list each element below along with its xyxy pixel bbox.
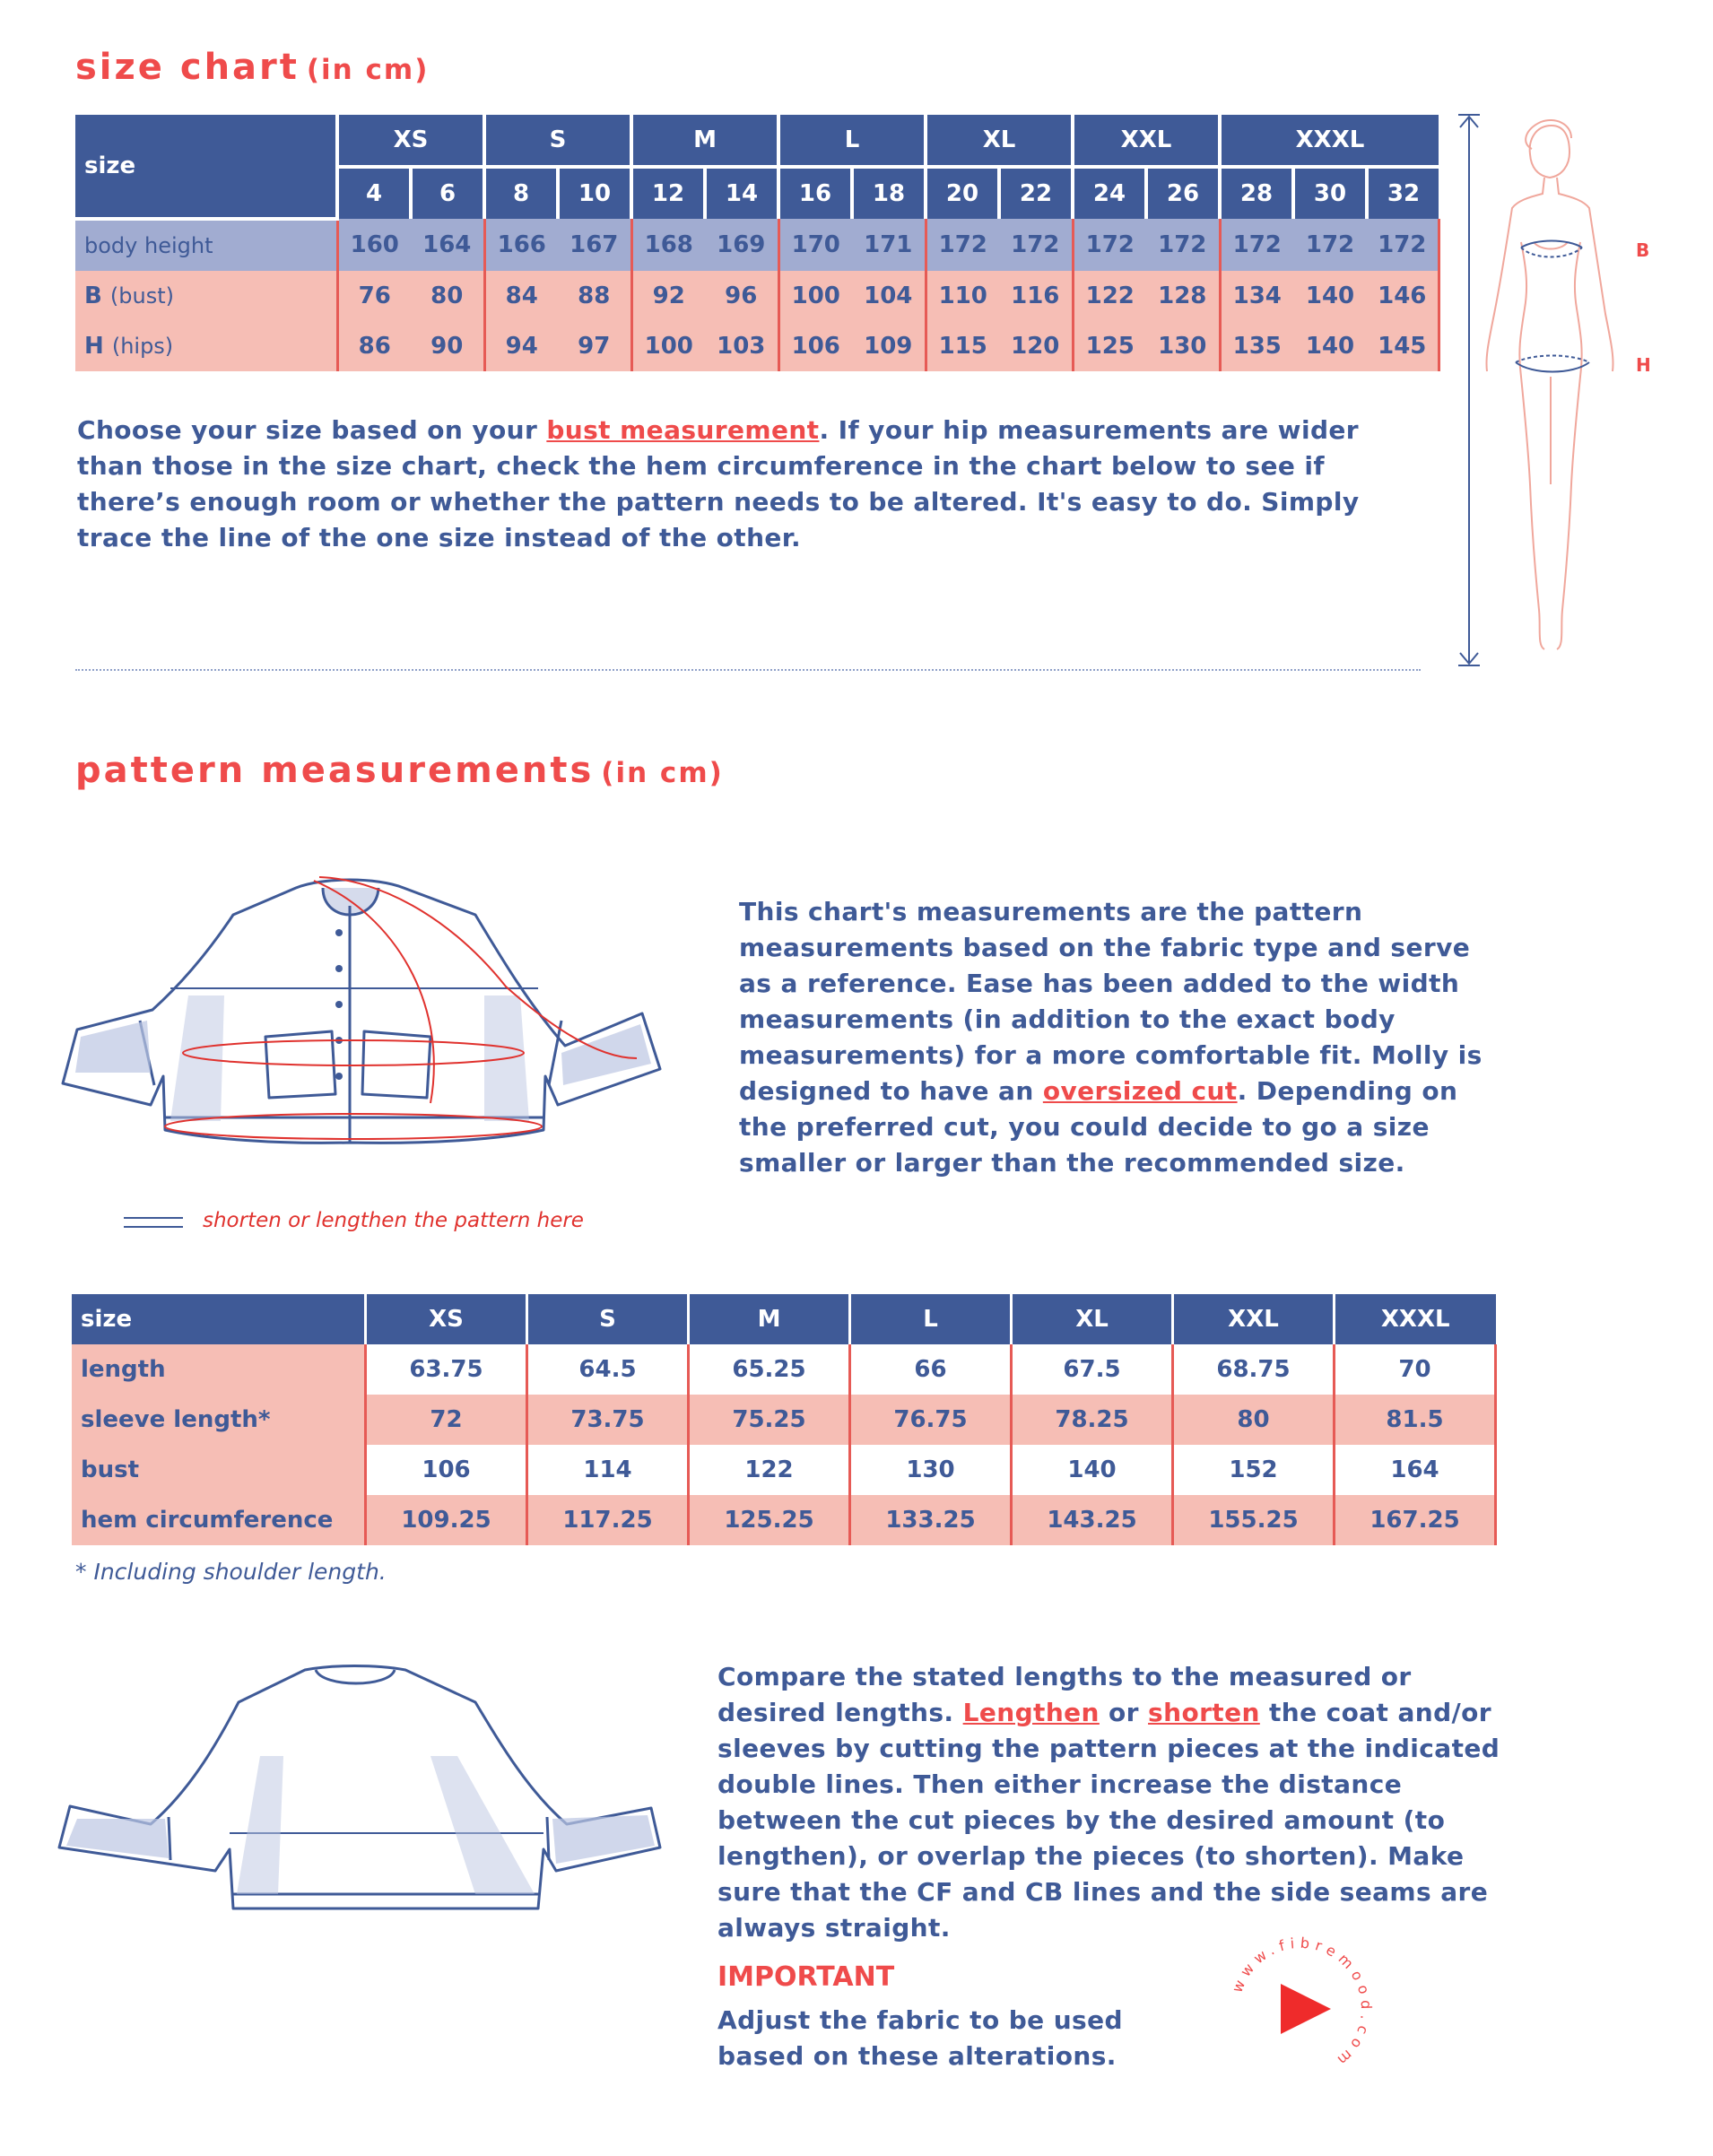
table-cell: 94 [484,321,558,371]
row-label: bust [72,1445,366,1495]
size-number: 24 [1073,167,1146,219]
table-cell: 65.25 [689,1344,850,1395]
group-header: M [631,115,778,167]
table-cell: 117.25 [527,1495,689,1545]
table-cell: 88 [558,271,631,321]
group-header: XL [926,115,1073,167]
lengthen-link[interactable]: Lengthen [962,1698,1100,1727]
table-cell: 172 [1073,219,1146,271]
table-cell: 64.5 [527,1344,689,1395]
size-chart-group-row [75,115,1439,167]
table-cell: 171 [852,219,926,271]
table-cell: 125 [1073,321,1146,371]
table-cell: 67.5 [1012,1344,1173,1395]
size-chart-table [75,115,1440,371]
size-number: 30 [1293,167,1367,219]
table-row-hips [75,321,1439,371]
important-text: Adjust the fabric to be used based on these alterations. [717,2005,1123,2071]
table-cell: 92 [631,271,705,321]
size-header: S [527,1294,689,1344]
table-cell: 172 [1220,219,1293,271]
table-cell: 160 [337,219,411,271]
hips-marker: H [1636,354,1651,376]
table-cell: 116 [999,271,1073,321]
table-cell: 172 [926,219,999,271]
table-cell: 130 [850,1445,1012,1495]
size-header: XS [366,1294,527,1344]
woman-outline [1486,120,1613,649]
table-cell: 140 [1293,271,1367,321]
table-cell: 168 [631,219,705,271]
table-cell: 122 [1073,271,1146,321]
important-title: IMPORTANT [717,1961,895,1993]
table-row-length [72,1344,1496,1395]
table-cell: 167.25 [1335,1495,1496,1545]
size-number: 22 [999,167,1073,219]
jacket-back-illustration [54,1657,664,1926]
shorten-link[interactable]: shorten [1148,1698,1260,1727]
table-cell: 164 [411,219,484,271]
table-cell: 68.75 [1173,1344,1335,1395]
table-cell: 96 [705,271,778,321]
size-number: 28 [1220,167,1293,219]
adjust-paragraph: Compare the stated lengths to the measured or desired lengths. Lengthen or shorten the coat and/or sleeves by cutting the pattern pieces at the indicated double lines. Then either increase the distance between the cut pieces by the desired amount (to lengthen), or overlap the pieces (to shorten). Make sure that the CF and CB lines and the side seams are always straight. [717,1662,1500,1943]
play-icon [1281,1984,1331,2034]
size-number: 8 [484,167,558,219]
table-cell: 145 [1367,321,1439,371]
table-cell: 104 [852,271,926,321]
size-header: L [850,1294,1012,1344]
logo-ring-text: www.fibremood.com [1228,1934,1376,2073]
table-row-bust [75,271,1439,321]
table-cell: 76 [337,271,411,321]
group-header: L [778,115,926,167]
double-line-legend-icon [122,1214,185,1232]
size-number: 6 [411,167,484,219]
table-cell: 140 [1293,321,1367,371]
size-number: 14 [705,167,778,219]
size-number: 10 [558,167,631,219]
table-row-sleeve-length [72,1395,1496,1445]
table-cell: 73.75 [527,1395,689,1445]
size-number: 26 [1146,167,1220,219]
size-header: XL [1012,1294,1173,1344]
table-cell: 110 [926,271,999,321]
size-header: XXL [1173,1294,1335,1344]
table-cell: 172 [1146,219,1220,271]
group-header: XXL [1073,115,1220,167]
table-cell: 130 [1146,321,1220,371]
bust-measurement-link[interactable]: bust measurement [546,415,820,445]
table-cell: 78.25 [1012,1395,1173,1445]
table-cell: 80 [411,271,484,321]
row-label: sleeve length* [72,1395,366,1445]
group-header: XXXL [1220,115,1439,167]
body-figure [1435,108,1668,682]
group-header: XS [337,115,484,167]
table-cell: 166 [484,219,558,271]
table-cell: 97 [558,321,631,371]
table-cell: 120 [999,321,1073,371]
footnote: * Including shoulder length. [75,1559,387,1585]
size-chart-header-label: size [75,115,337,219]
table-cell: 72 [366,1395,527,1445]
row-label: hem circumference [72,1495,366,1545]
table-cell: 128 [1146,271,1220,321]
table-cell: 114 [527,1445,689,1495]
table-cell: 133.25 [850,1495,1012,1545]
size-header: M [689,1294,850,1344]
size-number: 18 [852,167,926,219]
table-row-body-height [75,219,1439,271]
table-cell: 100 [778,271,852,321]
fibremood-logo[interactable] [1211,1919,1390,2099]
legend-text: shorten or lengthen the pattern here [203,1209,584,1232]
oversized-cut-link[interactable]: oversized cut [1042,1076,1238,1106]
section-divider [75,669,1421,671]
table-cell: 172 [999,219,1073,271]
table-cell: 172 [1367,219,1439,271]
size-number: 20 [926,167,999,219]
table-cell: 135 [1220,321,1293,371]
pattern-header-label: size [72,1294,366,1344]
table-cell: 155.25 [1173,1495,1335,1545]
table-cell: 164 [1335,1445,1496,1495]
jacket-front-illustration [54,861,682,1166]
row-label: body height [75,219,337,271]
table-cell: 106 [778,321,852,371]
table-cell: 122 [689,1445,850,1495]
table-cell: 106 [366,1445,527,1495]
table-row-bust [72,1445,1496,1495]
pattern-unit: (in cm) [601,757,724,789]
table-cell: 76.75 [850,1395,1012,1445]
size-chart-unit: (in cm) [306,54,430,86]
pattern-header-row [72,1294,1496,1344]
size-number: 12 [631,167,705,219]
table-cell: 75.25 [689,1395,850,1445]
table-cell: 70 [1335,1344,1496,1395]
group-header: S [484,115,631,167]
pattern-table [72,1294,1497,1545]
table-row-hem-circumference [72,1495,1496,1545]
table-cell: 103 [705,321,778,371]
table-cell: 81.5 [1335,1395,1496,1445]
size-header: XXXL [1335,1294,1496,1344]
table-cell: 115 [926,321,999,371]
size-number: 4 [337,167,411,219]
table-cell: 86 [337,321,411,371]
table-cell: 169 [705,219,778,271]
bust-marker: B [1636,239,1650,261]
table-cell: 100 [631,321,705,371]
table-cell: 109 [852,321,926,371]
table-cell: 172 [1293,219,1367,271]
table-cell: 143.25 [1012,1495,1173,1545]
table-cell: 84 [484,271,558,321]
table-cell: 66 [850,1344,1012,1395]
size-number: 16 [778,167,852,219]
table-cell: 146 [1367,271,1439,321]
table-cell: 63.75 [366,1344,527,1395]
row-label: H (hips) [75,321,337,371]
table-cell: 125.25 [689,1495,850,1545]
table-cell: 134 [1220,271,1293,321]
size-number: 32 [1367,167,1439,219]
row-label: length [72,1344,366,1395]
size-chart-title: size chart (in cm) [75,47,430,88]
size-advice-paragraph: Choose your size based on your bust measurement. If your hip measurements are wider than those in the size chart, check the hem circumference in the chart below to see if there’s enough room or whether the pattern needs to be altered. It's easy to do. Simply trace the line of the one size instead of the other. [77,415,1360,552]
table-cell: 140 [1012,1445,1173,1495]
table-cell: 109.25 [366,1495,527,1545]
row-label: B (bust) [75,271,337,321]
table-cell: 152 [1173,1445,1335,1495]
table-cell: 80 [1173,1395,1335,1445]
table-cell: 90 [411,321,484,371]
pattern-paragraph: This chart's measurements are the pattern measurements based on the fabric type and serve as a reference. Ease has been added to the width measurements (in addition to the exact body measurements) for a more comfortable fit. Molly is designed to have an oversized cut. Depending on the preferred cut, you could decide to go a size smaller or larger than the recommended size. [739,897,1483,1178]
pattern-title: pattern measurements (in cm) [75,750,724,791]
table-cell: 170 [778,219,852,271]
table-cell: 167 [558,219,631,271]
